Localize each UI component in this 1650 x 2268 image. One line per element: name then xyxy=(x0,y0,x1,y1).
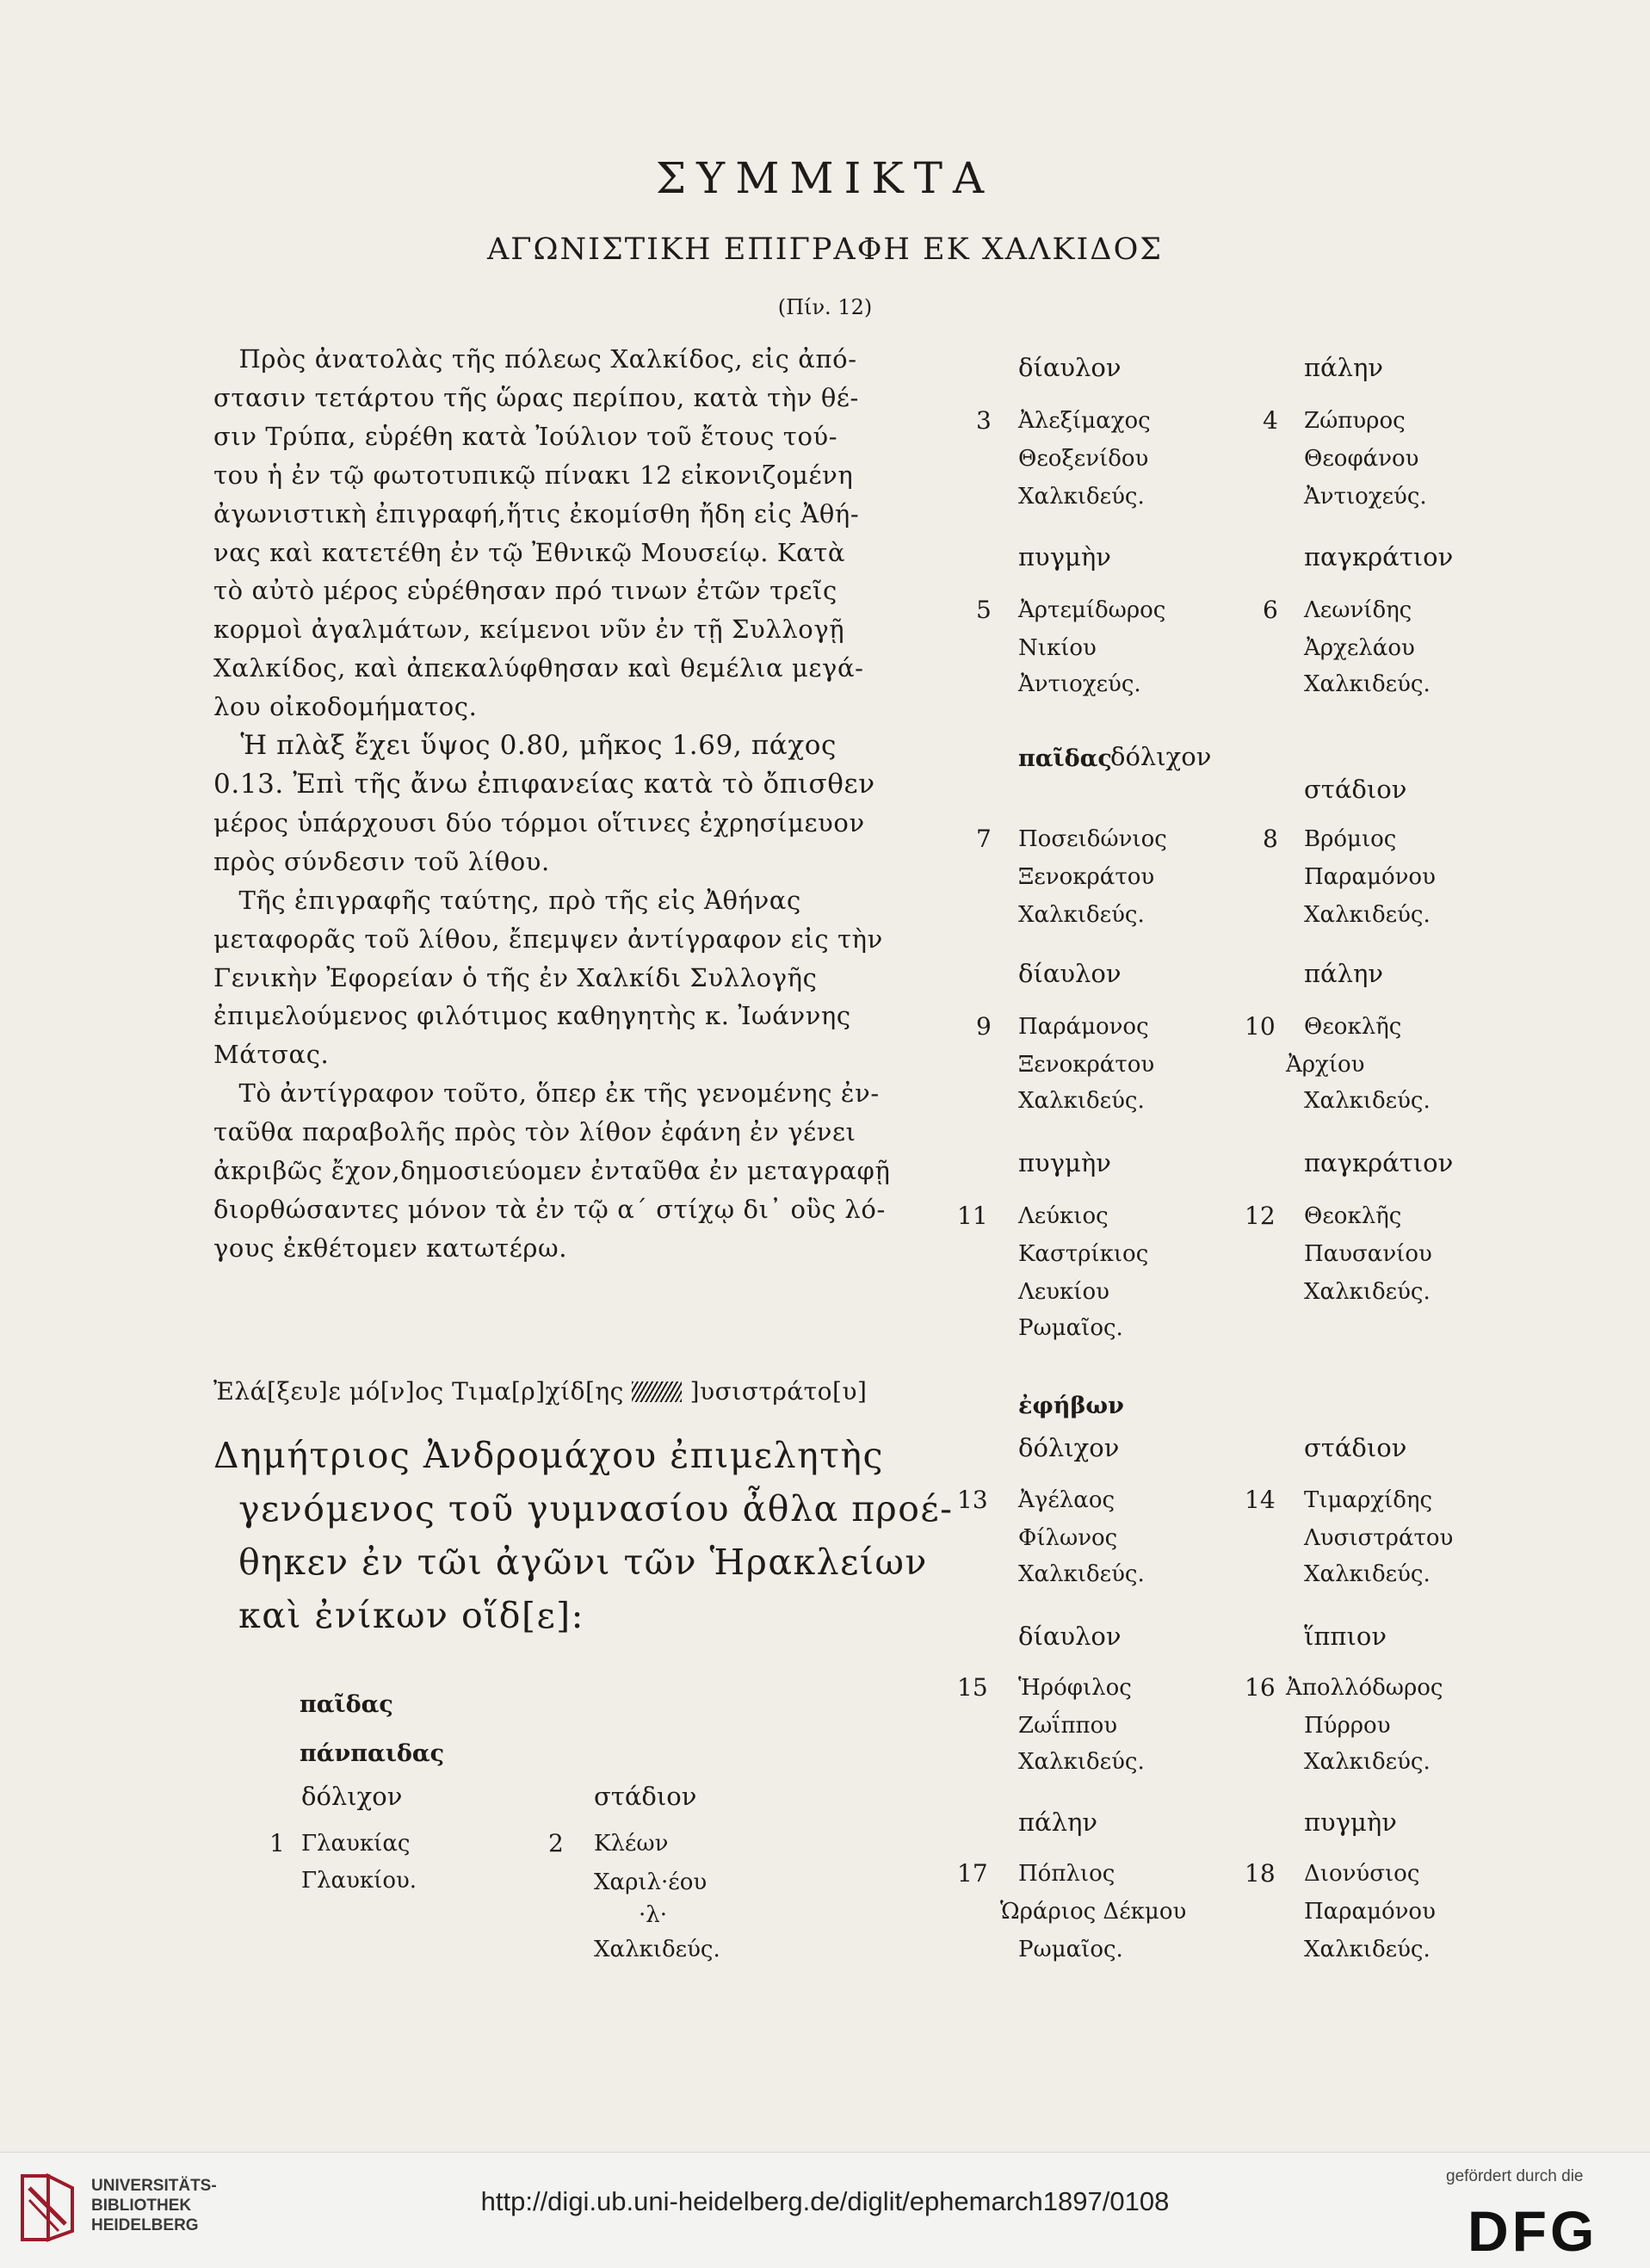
victor-name: Ἀλεξίμαχος xyxy=(1018,408,1151,434)
event-label: παγκράτιον xyxy=(1304,542,1454,572)
victor-city: Χαλκιδεύς. xyxy=(1018,902,1145,928)
victor-number: 18 xyxy=(1245,1859,1276,1888)
victor-city: Χαλκιδεύς. xyxy=(1018,1749,1145,1775)
victor-city: Χαλκιδεύς. xyxy=(1304,1088,1431,1114)
group-label: παῖδας xyxy=(1018,745,1112,772)
victor-city: Χαλκιδεύς. xyxy=(594,1937,720,1962)
body-line: 0.13. Ἐπὶ τῆς ἄνω ἐπιφανείας κατὰ τὸ ὄπισθεν xyxy=(213,768,875,800)
body-line: τὸ αὐτὸ μέρος εὑρέθησαν πρό τινων ἐτῶν τρεῖς xyxy=(213,576,837,606)
victor-name: Κλέων xyxy=(594,1831,669,1857)
body-line: νας καὶ κατετέθη ἐν τῷ Ἐθνικῷ Μουσείῳ. Κατὰ xyxy=(213,537,846,567)
victor-number: 12 xyxy=(1245,1202,1276,1230)
victor-city: Χαλκιδεύς. xyxy=(1018,1088,1145,1114)
article-title: ΑΓΩΝΙΣΤΙΚΗ ΕΠΙΓΡΑΦΗ ΕΚ ΧΑΛΚΙΔΟΣ xyxy=(486,232,1164,267)
body-line: Τῆς ἐπιγραφῆς ταύτης, πρὸ τῆς εἰς Ἀθήνας xyxy=(213,885,801,915)
inscription-first-line-a: Ἐλά[ξευ]ε μό[ν]ος Τιμα[ρ]χίδ[ης xyxy=(213,1377,624,1406)
event-label: στάδιον xyxy=(1304,775,1407,804)
victor-father: Λυσιστράτου xyxy=(1304,1525,1454,1551)
victor-name: Ζώπυρος xyxy=(1304,408,1406,434)
victor-father: Λευκίου xyxy=(1018,1279,1109,1305)
event-label: δίαυλον xyxy=(1018,353,1122,382)
victor-name: Ἀγέλαος xyxy=(1018,1487,1115,1513)
lacuna-hatch xyxy=(632,1381,682,1402)
event-label: στάδιον xyxy=(594,1782,697,1811)
event-label: δόλιχον xyxy=(1110,742,1212,771)
body-line: διορθώσαντες μόνον τὰ ἐν τῷ α΄ στίχῳ δι᾿ οὓς λό- xyxy=(213,1194,886,1224)
event-label: πάλην xyxy=(1304,959,1384,988)
victor-name: Ἀρτεμίδωρος xyxy=(1018,597,1166,623)
victor-number: 10 xyxy=(1245,1012,1276,1041)
victor-number: 6 xyxy=(1263,596,1278,624)
event-label: δίαυλον xyxy=(1018,959,1122,988)
event-label: πυγμὴν xyxy=(1018,1148,1111,1177)
source-url-link[interactable]: http://digi.ub.uni-heidelberg.de/diglit/ephemarch1897/0108 xyxy=(480,2186,1170,2216)
victor-name: Ἡρόφιλος xyxy=(1018,1675,1132,1701)
victor-father: Παραμόνου xyxy=(1304,864,1436,890)
event-label: δόλιχον xyxy=(301,1782,403,1811)
victor-name: Παράμονος xyxy=(1018,1014,1149,1040)
victor-number: 2 xyxy=(548,1829,564,1857)
victor-number: 4 xyxy=(1263,406,1278,435)
victor-number: 3 xyxy=(976,406,992,435)
victor-name: Διονύσιος xyxy=(1304,1861,1420,1887)
funding-note: gefördert durch die xyxy=(1446,2167,1584,2185)
victor-city: Ἀντιοχεύς. xyxy=(1018,671,1141,697)
victor-number: 9 xyxy=(976,1012,992,1041)
inscription-first-line xyxy=(213,1377,867,1406)
event-label: πυγμὴν xyxy=(1304,1808,1397,1837)
event-label: δόλιχον xyxy=(1018,1433,1120,1462)
body-line: Μάτσας. xyxy=(213,1040,330,1070)
body-line: Πρὸς ἀνατολὰς τῆς πόλεως Χαλκίδος, εἰς ἀπό- xyxy=(213,344,857,374)
event-label: πάλην xyxy=(1304,353,1384,382)
body-line: σιν Τρύπα, εὑρέθη κατὰ Ἰούλιον τοῦ ἔτους τού- xyxy=(213,421,838,451)
body-line: πρὸς σύνδεσιν τοῦ λίθου. xyxy=(213,846,550,876)
victor-name: Ἀπολλόδωρος xyxy=(1286,1675,1443,1701)
victor-father: ·λ· xyxy=(639,1902,668,1928)
victor-father: Γλαυκίου. xyxy=(301,1868,417,1894)
inscription-line: Δημήτριος Ἀνδρομάχου ἐπιμελητὴς xyxy=(213,1435,884,1476)
body-line: κορμοὶ ἀγαλμάτων, κείμενοι νῦν ἐν τῇ Συλλογῇ xyxy=(213,615,845,645)
event-label: πάλην xyxy=(1018,1808,1098,1837)
victor-number: 13 xyxy=(957,1486,988,1514)
victor-city: Ἀντιοχεύς. xyxy=(1304,484,1427,510)
victor-name: Πόπλιος xyxy=(1018,1861,1115,1887)
victor-number: 14 xyxy=(1245,1486,1276,1514)
victor-father: Ζωΐππου xyxy=(1018,1713,1118,1739)
victor-city: Χαλκιδεύς. xyxy=(1018,1561,1145,1587)
event-label: δίαυλον xyxy=(1018,1622,1122,1651)
victor-father: Παραμόνου xyxy=(1304,1899,1436,1925)
victor-city: Χαλκιδεύς. xyxy=(1304,1561,1431,1587)
victor-number: 5 xyxy=(976,596,992,624)
victor-number: 7 xyxy=(976,825,992,853)
group-label: πάνπαιδας xyxy=(300,1740,445,1767)
victor-father: Πύρρου xyxy=(1304,1713,1391,1739)
body-line: Τὸ ἀντίγραφον τοῦτο, ὅπερ ἐκ τῆς γενομένης ἐν- xyxy=(213,1078,880,1109)
body-line: ταῦθα παραβολῆς πρὸς τὸν λίθον ἐφάνη ἐν γένει xyxy=(213,1117,856,1147)
victor-name: Λεύκιος xyxy=(1018,1203,1109,1229)
plate-reference: (Πίν. 12) xyxy=(777,295,873,319)
victor-father: Νικίου xyxy=(1018,635,1097,661)
victor-father: Παυσανίου xyxy=(1304,1241,1432,1267)
victor-number: 11 xyxy=(957,1202,988,1230)
victor-name: Γλαυκίας xyxy=(301,1831,411,1857)
victor-father: Ὡράριος Δέκμου xyxy=(1000,1899,1187,1925)
body-line: ἀγωνιστικὴ ἐπιγραφή,ἥτις ἐκομίσθη ἤδη εἰς Ἀθή- xyxy=(213,498,860,528)
victor-city: Χαλκιδεύς. xyxy=(1304,671,1431,697)
victor-number: 17 xyxy=(957,1859,988,1888)
victor-name: Βρόμιος xyxy=(1304,826,1397,852)
victor-city: Χαλκιδεύς. xyxy=(1304,1937,1431,1962)
university-name-line: HEIDELBERG xyxy=(91,2216,199,2234)
victor-city: Ρωμαῖος. xyxy=(1018,1315,1123,1341)
victor-father: Ξενοκράτου xyxy=(1018,864,1155,890)
page-title: ΣΥΜΜΙΚΤΑ xyxy=(655,153,995,203)
victor-number: 1 xyxy=(269,1829,285,1857)
body-paragraphs xyxy=(213,340,891,1268)
victor-father: Ἀρχίου xyxy=(1286,1052,1365,1078)
victor-name: Λεωνίδης xyxy=(1304,597,1412,623)
body-line: στασιν τετάρτου τῆς ὥρας περίπου, κατὰ τὴν θέ- xyxy=(213,382,859,412)
victor-father: Χαριλ·έου xyxy=(594,1869,708,1895)
victor-city: Χαλκιδεύς. xyxy=(1018,484,1145,510)
inscription-line: γενόμενος τοῦ γυμνασίου ἆθλα προέ- xyxy=(213,1488,954,1530)
body-line: Γενικὴν Ἐφορείαν ὁ τῆς ἐν Χαλκίδι Συλλογῆς xyxy=(213,962,818,992)
event-label: παγκράτιον xyxy=(1304,1148,1454,1177)
victor-father: Θεοξενίδου xyxy=(1018,446,1149,472)
victor-name: Ποσειδώνιος xyxy=(1018,826,1167,852)
body-line: μεταφορᾶς τοῦ λίθου, ἔπεμψεν ἀντίγραφον εἰς τὴν xyxy=(213,924,883,954)
group-label: παῖδας xyxy=(300,1691,393,1718)
university-name-line: BIBLIOTHEK xyxy=(91,2197,192,2215)
group-label: ἐφήβων xyxy=(1018,1393,1124,1419)
victor-father: Φίλωνος xyxy=(1018,1525,1118,1551)
victor-city: Χαλκιδεύς. xyxy=(1304,902,1431,928)
victor-father: Θεοφάνου xyxy=(1304,446,1419,472)
event-label: στάδιον xyxy=(1304,1433,1407,1462)
university-name-line: UNIVERSITÄTS- xyxy=(91,2177,217,2195)
inscription-line: θηκεν ἐν τῶι ἀγῶνι τῶν Ἡρακλείων xyxy=(213,1542,928,1583)
victor-number: 8 xyxy=(1263,825,1278,853)
event-label: ἵππιον xyxy=(1304,1622,1387,1651)
body-line: ἐπιμελούμενος φιλότιμος καθηγητὴς κ. Ἰωάννης xyxy=(213,1001,851,1031)
body-line: Χαλκίδος, καὶ ἀπεκαλύφθησαν καὶ θεμέλια μεγά- xyxy=(213,653,864,683)
inscription-main xyxy=(213,1429,954,1642)
victor-father: Ἀρχελάου xyxy=(1304,635,1415,661)
body-line: μέρος ὑπάρχουσι δύο τόρμοι οἵτινες ἐχρησίμευον xyxy=(213,807,865,837)
inscription-first-line-b: ]υσιστράτο[υ] xyxy=(689,1377,868,1406)
victor-father: Ξενοκράτου xyxy=(1018,1052,1155,1078)
victor-father: Καστρίκιος xyxy=(1018,1241,1149,1267)
body-line: του ἡ ἐν τῷ φωτοτυπικῷ πίνακι 12 εἰκονιζομένη xyxy=(213,460,854,490)
victor-city: Χαλκιδεύς. xyxy=(1304,1749,1431,1775)
victor-city: Ρωμαῖος. xyxy=(1018,1937,1123,1962)
victor-name: Θεοκλῆς xyxy=(1304,1203,1402,1229)
inscription-line: καὶ ἐνίκων οἵδ[ε]: xyxy=(213,1595,584,1636)
body-line: ἀκριβῶς ἔχον,δημοσιεύομεν ἐνταῦθα ἐν μεταγραφῇ xyxy=(213,1156,891,1186)
dfg-logo: DFG xyxy=(1468,2199,1598,2263)
victor-city: Χαλκιδεύς. xyxy=(1304,1279,1431,1305)
victor-name: Θεοκλῆς xyxy=(1304,1014,1402,1040)
victor-number: 16 xyxy=(1245,1673,1276,1702)
victor-name: Τιμαρχίδης xyxy=(1304,1487,1433,1513)
event-label: πυγμὴν xyxy=(1018,542,1111,572)
victor-number: 15 xyxy=(957,1673,988,1702)
body-line: Ἡ πλὰξ ἔχει ὕψος 0.80, μῆκος 1.69, πάχος xyxy=(213,730,837,762)
body-line: λου οἰκοδομήματος. xyxy=(213,692,478,722)
body-line: γους ἐκθέτομεν κατωτέρω. xyxy=(213,1233,568,1263)
